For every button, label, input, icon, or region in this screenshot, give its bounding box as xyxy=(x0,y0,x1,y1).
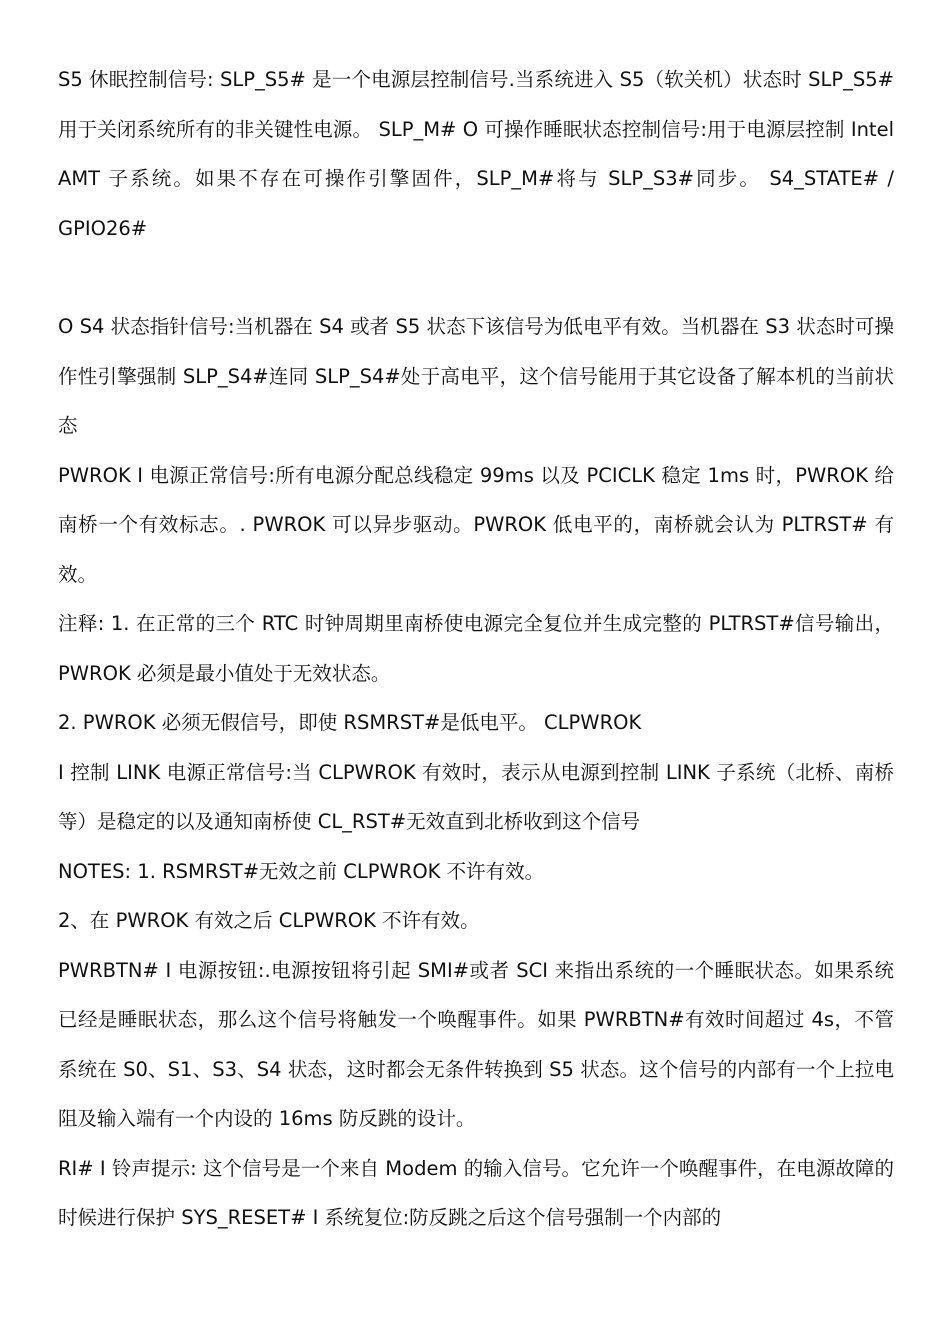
paragraph-clpwrok: I 控制 LINK 电源正常信号:当 CLPWROK 有效时，表示从电源到控制 LINK 子系统（北桥、南桥等）是稳定的以及通知南桥使 CL_RST#无效直到北桥收到这个信号 xyxy=(58,760,894,833)
paragraph-spacer xyxy=(58,253,894,302)
paragraph-pwrbtn: PWRBTN# I 电源按钮:.电源按钮将引起 SMI#或者 SCI 来指出系统的一个睡眠状态。如果系统已经是睡眠状态，那么这个信号将触发一个唤醒事件。如果 PWRBTN#有效时间超过 4s，不管系统在 S0、S1、S3、S4 状态，这时都会无条件转换到 S5 状态。这个信号的内部有一个上拉电阻及输入端有一个内设的 16ms 防反跳的设计。 xyxy=(58,958,894,1130)
paragraph-notes-1: NOTES: 1. RSMRST#无效之前 CLPWROK 不许有效。 xyxy=(58,859,545,883)
document-page xyxy=(58,55,894,1243)
paragraph-ri-sys-reset: RI# I 铃声提示: 这个信号是一个来自 Modem 的输入信号。它允许一个唤醒事件，在电源故障的时候进行保护 SYS_RESET# I 系统复位:防反跳之后这个信号强制一个内部的 xyxy=(58,1156,894,1229)
paragraph-slp-s5: S5 休眠控制信号: SLP_S5# 是一个电源层控制信号.当系统进入 S5（软关机）状态时 SLP_S5# 用于关闭系统所有的非关键性电源。 SLP_M# O 可操作睡眠状态控制信号:用于电源层控制 Intel AMT 子系统。如果不存在可操作引擎固件，SLP_M#将与 SLP_S3#同步。 S4_STATE# / GPIO26# xyxy=(58,68,894,240)
paragraph-note-1: 注释: 1. 在正常的三个 RTC 时钟周期里南桥使电源完全复位并生成完整的 PLTRST#信号输出， PWROK 必须是最小值处于无效状态。 xyxy=(58,612,894,685)
paragraph-notes-2: 2、在 PWROK 有效之后 CLPWROK 不许有效。 xyxy=(58,909,480,932)
paragraph-note-2: 2. PWROK 必须无假信号，即使 RSMRST#是低电平。 CLPWROK xyxy=(58,711,642,734)
paragraph-s4-state: O S4 状态指针信号:当机器在 S4 或者 S5 状态下该信号为低电平有效。当机器在 S3 状态时可操作性引擎强制 SLP_S4#连同 SLP_S4#处于高电平，这个信号能用于其它设备了解本机的当前状态 xyxy=(58,315,894,437)
paragraph-pwrok: PWROK I 电源正常信号:所有电源分配总线稳定 99ms 以及 PCICLK 稳定 1ms 时，PWROK 给南桥一个有效标志。. PWROK 可以异步驱动。PWROK 低电平的，南桥就会认为 PLTRST# 有效。 xyxy=(58,463,894,586)
